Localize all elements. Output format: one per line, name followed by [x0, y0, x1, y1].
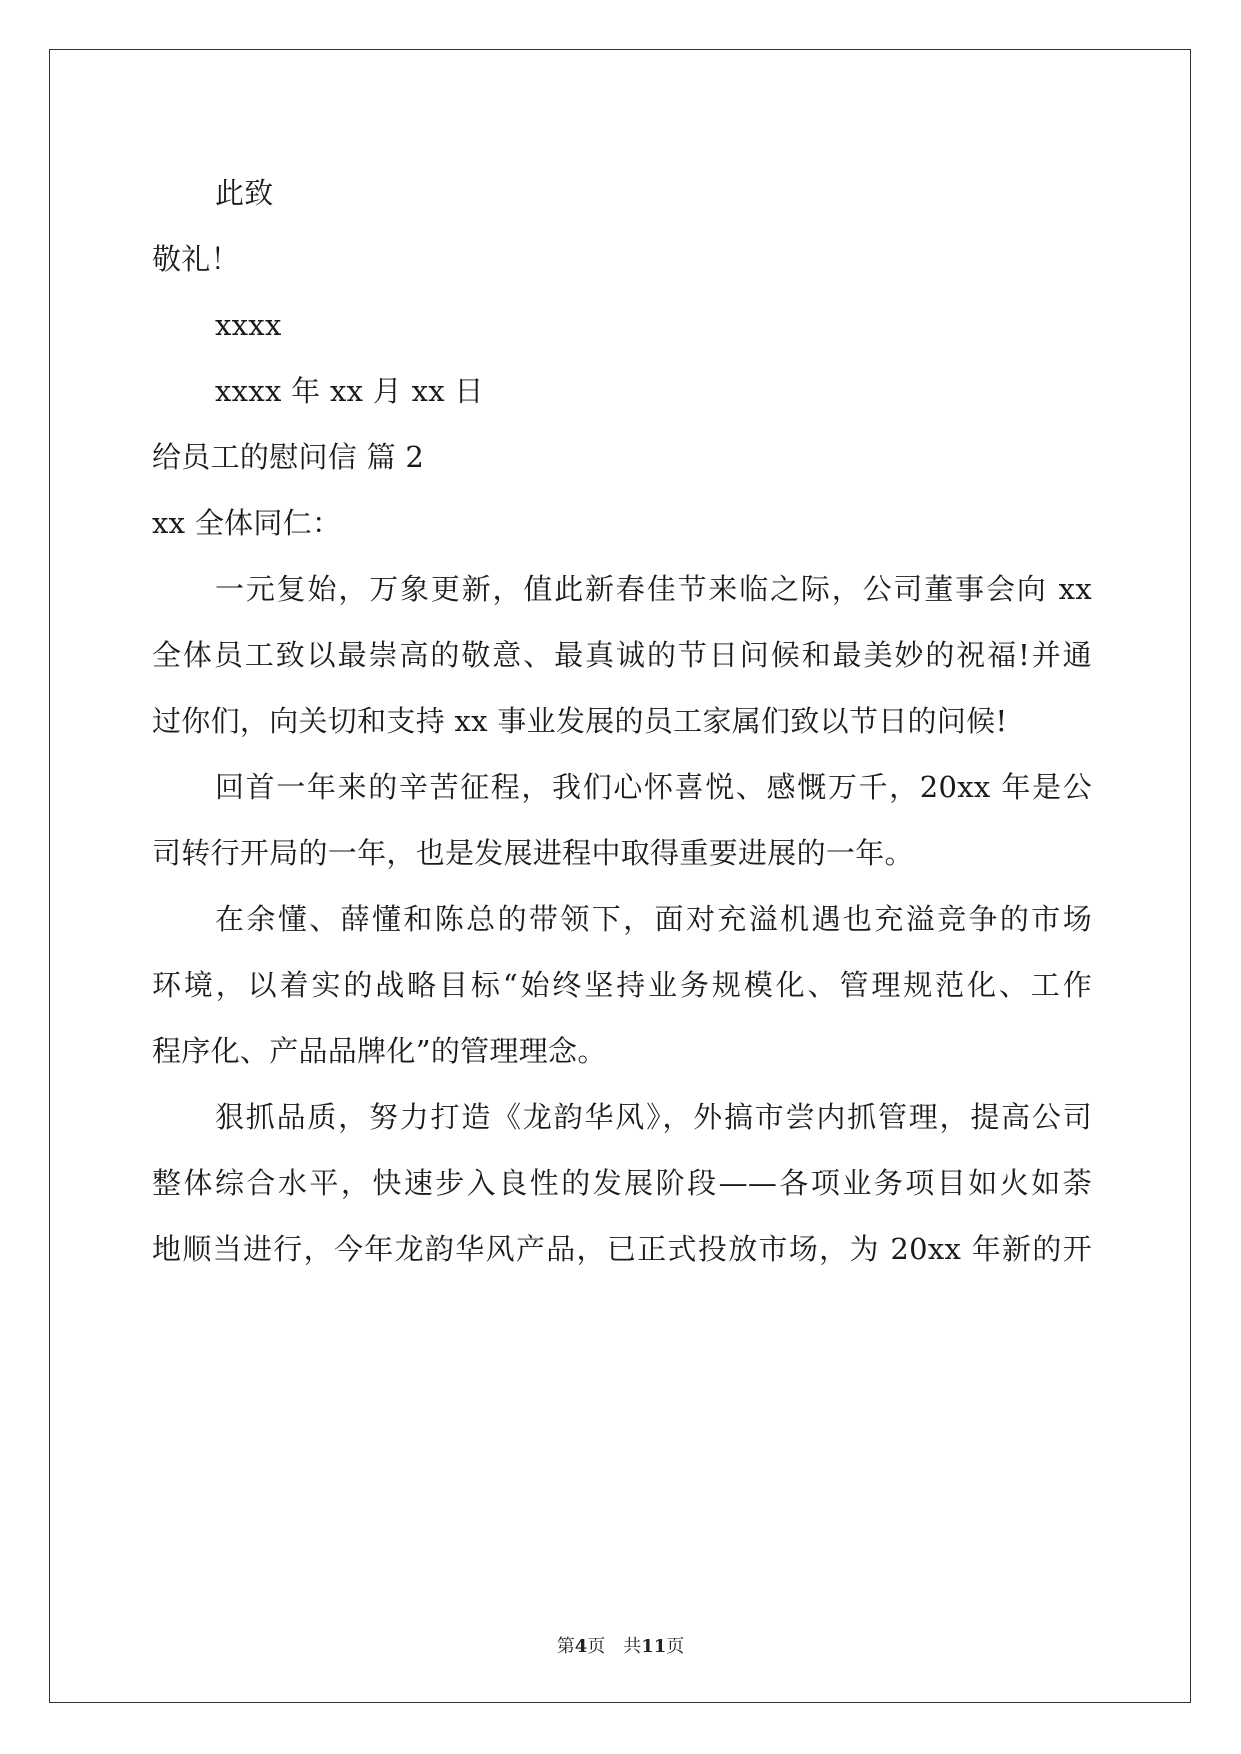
footer-suffix: 页	[666, 1636, 685, 1657]
paragraph-line: 狠抓品质，努力打造《龙韵华风》，外搞市尝内抓管理，提高公司	[215, 1100, 1092, 1134]
signature-name: xxxx	[215, 308, 282, 342]
paragraph-line: 在余懂、薛懂和陈总的带领下，面对充溢机遇也充溢竞争的市场	[215, 902, 1092, 936]
letter-greeting: xx 全体同仁：	[152, 506, 342, 540]
paragraph-line: 回首一年来的辛苦征程，我们心怀喜悦、感慨万千，20xx 年是公	[215, 770, 1092, 804]
document-body	[152, 160, 1092, 1282]
footer-mid: 页 共	[587, 1636, 642, 1657]
current-page-number: 4	[574, 1636, 588, 1657]
closing-regards: 敬礼！	[152, 242, 240, 276]
paragraph-line: 程序化、产品品牌化”的管理理念。	[152, 1034, 607, 1068]
section-heading: 给员工的慰问信 篇 2	[152, 440, 425, 474]
page-number-footer	[0, 1632, 1241, 1658]
paragraph-line: 地顺当进行，今年龙韵华风产品，已正式投放市场，为 20xx 年新的开	[152, 1232, 1092, 1266]
paragraph-line: 司转行开局的一年，也是发展进程中取得重要进展的一年。	[152, 836, 914, 870]
closing-salutation: 此致	[215, 176, 274, 210]
total-page-count: 11	[641, 1636, 667, 1657]
signature-date: xxxx 年 xx 月 xx 日	[215, 374, 484, 408]
paragraph-line: 全体员工致以最崇高的敬意、最真诚的节日问候和最美妙的祝福!并通	[152, 638, 1092, 672]
paragraph-line: 一元复始，万象更新，值此新春佳节来临之际，公司董事会向 xx	[215, 572, 1092, 606]
paragraph-line: 整体综合水平，快速步入良性的发展阶段——各项业务项目如火如荼	[152, 1166, 1092, 1200]
footer-prefix: 第	[556, 1636, 575, 1657]
paragraph-line: 环境，以着实的战略目标“始终坚持业务规模化、管理规范化、工作	[152, 968, 1092, 1002]
paragraph-line: 过你们，向关切和支持 xx 事业发展的员工家属们致以节日的问候!	[152, 704, 1008, 738]
